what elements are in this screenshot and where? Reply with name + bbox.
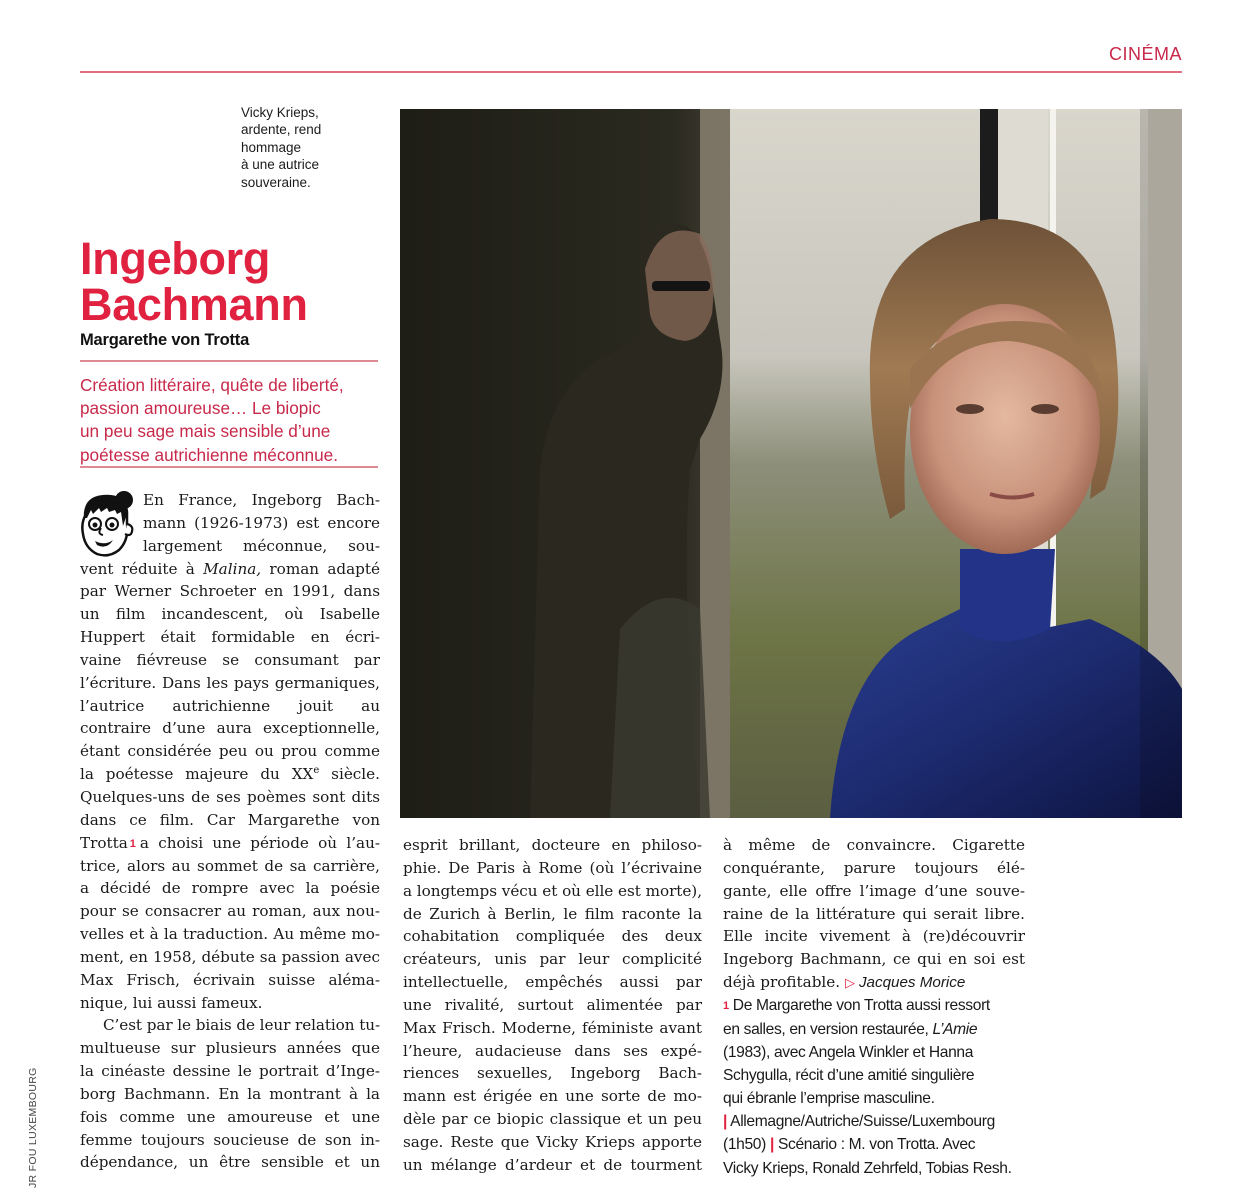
body-line: Elle incite vivement à (re)découvrir	[723, 927, 1025, 946]
article-column-2	[403, 834, 702, 1177]
body-line: ment, en 1958, débute sa passion avec	[80, 947, 380, 966]
credits-line	[723, 1110, 1025, 1133]
lede-line: un peu sage mais sensible d’une	[80, 421, 331, 442]
film-still-photo	[400, 109, 1182, 818]
header-rule	[80, 71, 1182, 73]
lede-rule	[80, 466, 378, 468]
body-line: un film incandescent, où Isabelle	[80, 605, 380, 624]
credits-line: Vicky Krieps, Ronald Zehrfeld, Tobias Resh.	[723, 1159, 1012, 1177]
film-title: L’Amie	[932, 1021, 978, 1038]
caption-line: ardente, rend	[241, 122, 322, 138]
lede-line: passion amoureuse… Le biopic	[80, 398, 321, 419]
body-line: esprit brillant, docteure en philoso-	[403, 836, 702, 854]
body-line: créateurs, unis par leur complicité	[403, 950, 702, 969]
cast: Scénario : M. von Trotta. Avec	[777, 1136, 976, 1154]
footnote	[723, 994, 1025, 1180]
body-line: En France, Ingeborg Bach-	[143, 491, 380, 509]
author-name: Jacques Morice	[858, 974, 966, 992]
body-line: fois comme une amoureuse et une	[80, 1107, 380, 1126]
lede-line: poétesse autrichienne méconnue.	[80, 444, 338, 465]
body-line: Huppert était formidable en écri-	[80, 628, 380, 647]
body-line: phie. De Paris à Rome (où l’écrivaine	[403, 858, 702, 877]
lede-line: Création littéraire, quête de liberté,	[80, 375, 344, 395]
body-line: de Zurich à Berlin, le film raconte la	[403, 904, 702, 923]
body-line: a décidé de rompre avec la poésie	[80, 879, 380, 898]
body-line: étant considérée peu ou prou comme	[80, 742, 380, 761]
body-line: trice, alors au sommet de sa carrière,	[80, 856, 380, 875]
body-line: conquérante, parure toujours élé-	[723, 858, 1025, 877]
body-line: Max Frisch, écrivain suisse aléma-	[80, 970, 380, 989]
book-title: Malina,	[203, 559, 262, 578]
credits-line	[723, 1133, 1025, 1156]
article-lede	[80, 374, 385, 467]
footnote-line: qui ébranle l’emprise masculine.	[723, 1090, 935, 1108]
body-line: nique, lui aussi fameux.	[80, 993, 263, 1012]
body-line: dèle par ce biopic classique et un peu	[403, 1110, 702, 1129]
caption-line: hommage	[241, 139, 302, 155]
body-line: la poétesse majeure du XXe siècle.	[80, 765, 380, 784]
body-line: Ingeborg Bachmann, ce qui en soi est	[723, 950, 1025, 969]
body-line: Max Frisch. Moderne, féministe avant	[403, 1018, 702, 1037]
body-line: Trotta 1 a choisi une période où l’au-	[80, 832, 380, 855]
body-line: gante, elle offre l’image d’une souve-	[723, 881, 1025, 900]
body-line: l’autrice autrichienne jouit au	[80, 696, 380, 715]
footnote-marker: 1	[723, 999, 729, 1012]
body-line: l’écriture. Dans les pays germaniques,	[80, 673, 380, 692]
article-column-3	[723, 834, 1025, 1180]
body-line: déjà profitable. ▷ Jacques Morice	[723, 973, 966, 992]
footnote-line: en salles, en version restaurée, L’Amie	[723, 1021, 978, 1038]
director-name: Margarethe von Trotta	[80, 331, 250, 349]
article-column-1	[80, 489, 380, 1174]
title-line: Bachmann	[80, 279, 308, 330]
body-line: pour se consacrer au roman, aux nou-	[80, 902, 380, 921]
body-line: borg Bachmann. En la montrant à la	[80, 1084, 380, 1103]
footnote-ref-marker[interactable]: 1	[129, 837, 136, 850]
body-line: a longtemps vécu et où elle est morte),	[403, 881, 702, 900]
body-line: sage. Reste que Vicky Krieps apporte	[403, 1132, 702, 1151]
body-line: la cinéaste dessine le portrait d’Inge-	[80, 1062, 380, 1081]
body-line: multueuse sur plusieurs années que	[80, 1039, 380, 1058]
body-line: C’est par le biais de leur relation tu-	[103, 1016, 380, 1035]
body-line: riences sexuelles, Ingeborg Bach-	[403, 1064, 702, 1083]
body-line: cohabitation compliquée des deux	[403, 927, 702, 946]
body-line: un mélange d’ardeur et de tourment	[403, 1155, 702, 1174]
photo-illustration	[400, 109, 1182, 818]
title-rule	[80, 360, 378, 362]
body-line: femme toujours soucieuse de son in-	[80, 1130, 380, 1149]
title-line: Ingeborg	[80, 233, 271, 284]
body-line: mann est érigée en une sorte de mo-	[403, 1087, 702, 1106]
body-line: mann (1926-1973) est encore	[143, 513, 380, 532]
body-line: l’heure, audacieuse dans ses expé-	[403, 1041, 702, 1060]
author-arrow-icon: ▷	[844, 976, 855, 992]
section-label: CINÉMA	[1108, 44, 1182, 64]
body-line: Quelques-uns de ses poèmes sont dits	[80, 787, 380, 806]
caption-line: Vicky Krieps,	[241, 105, 319, 120]
footnote-line: Schygulla, récit d’une amitié singulière	[723, 1067, 975, 1085]
body-line: intellectuelle, empêchés aussi par	[403, 973, 702, 992]
caption-line: à une autrice	[241, 157, 320, 173]
photo-caption	[241, 104, 391, 191]
footnote-line: 1 De Margarethe von Trotta aussi ressort	[723, 994, 1025, 1018]
article-title	[80, 233, 308, 330]
caption-line: souveraine.	[241, 174, 311, 190]
body-line: contraire d’une aura exceptionnelle,	[80, 719, 380, 738]
body-line: largement méconnue, sou-	[143, 536, 380, 555]
photo-credit: JR FOU LUXEMBOURG	[27, 1067, 39, 1188]
body-line: dépendance, un être sensible et un	[80, 1153, 380, 1172]
body-line: vent réduite à Malina, roman adapté	[80, 559, 381, 578]
body-line: par Werner Schroeter en 1991, dans	[80, 582, 380, 601]
separator: |	[723, 1113, 728, 1131]
body-line: une rivalité, surtout alimentée par	[403, 995, 702, 1014]
body-line: raine de la littérature qui serait libre.	[723, 904, 1025, 923]
body-line: velles et à la traduction. Au même mo-	[80, 925, 380, 944]
footnote-line: (1983), avec Angela Winkler et Hanna	[723, 1044, 974, 1062]
body-line: vaine fiévreuse se consumant par	[80, 650, 380, 669]
body-line: dans ce film. Car Margarethe von	[80, 810, 380, 829]
body-line: à même de convaincre. Cigarette	[723, 836, 1025, 854]
duration: (1h50)	[723, 1136, 766, 1154]
separator: |	[769, 1136, 774, 1154]
countries: Allemagne/Autriche/Suisse/Luxembourg	[730, 1113, 995, 1131]
